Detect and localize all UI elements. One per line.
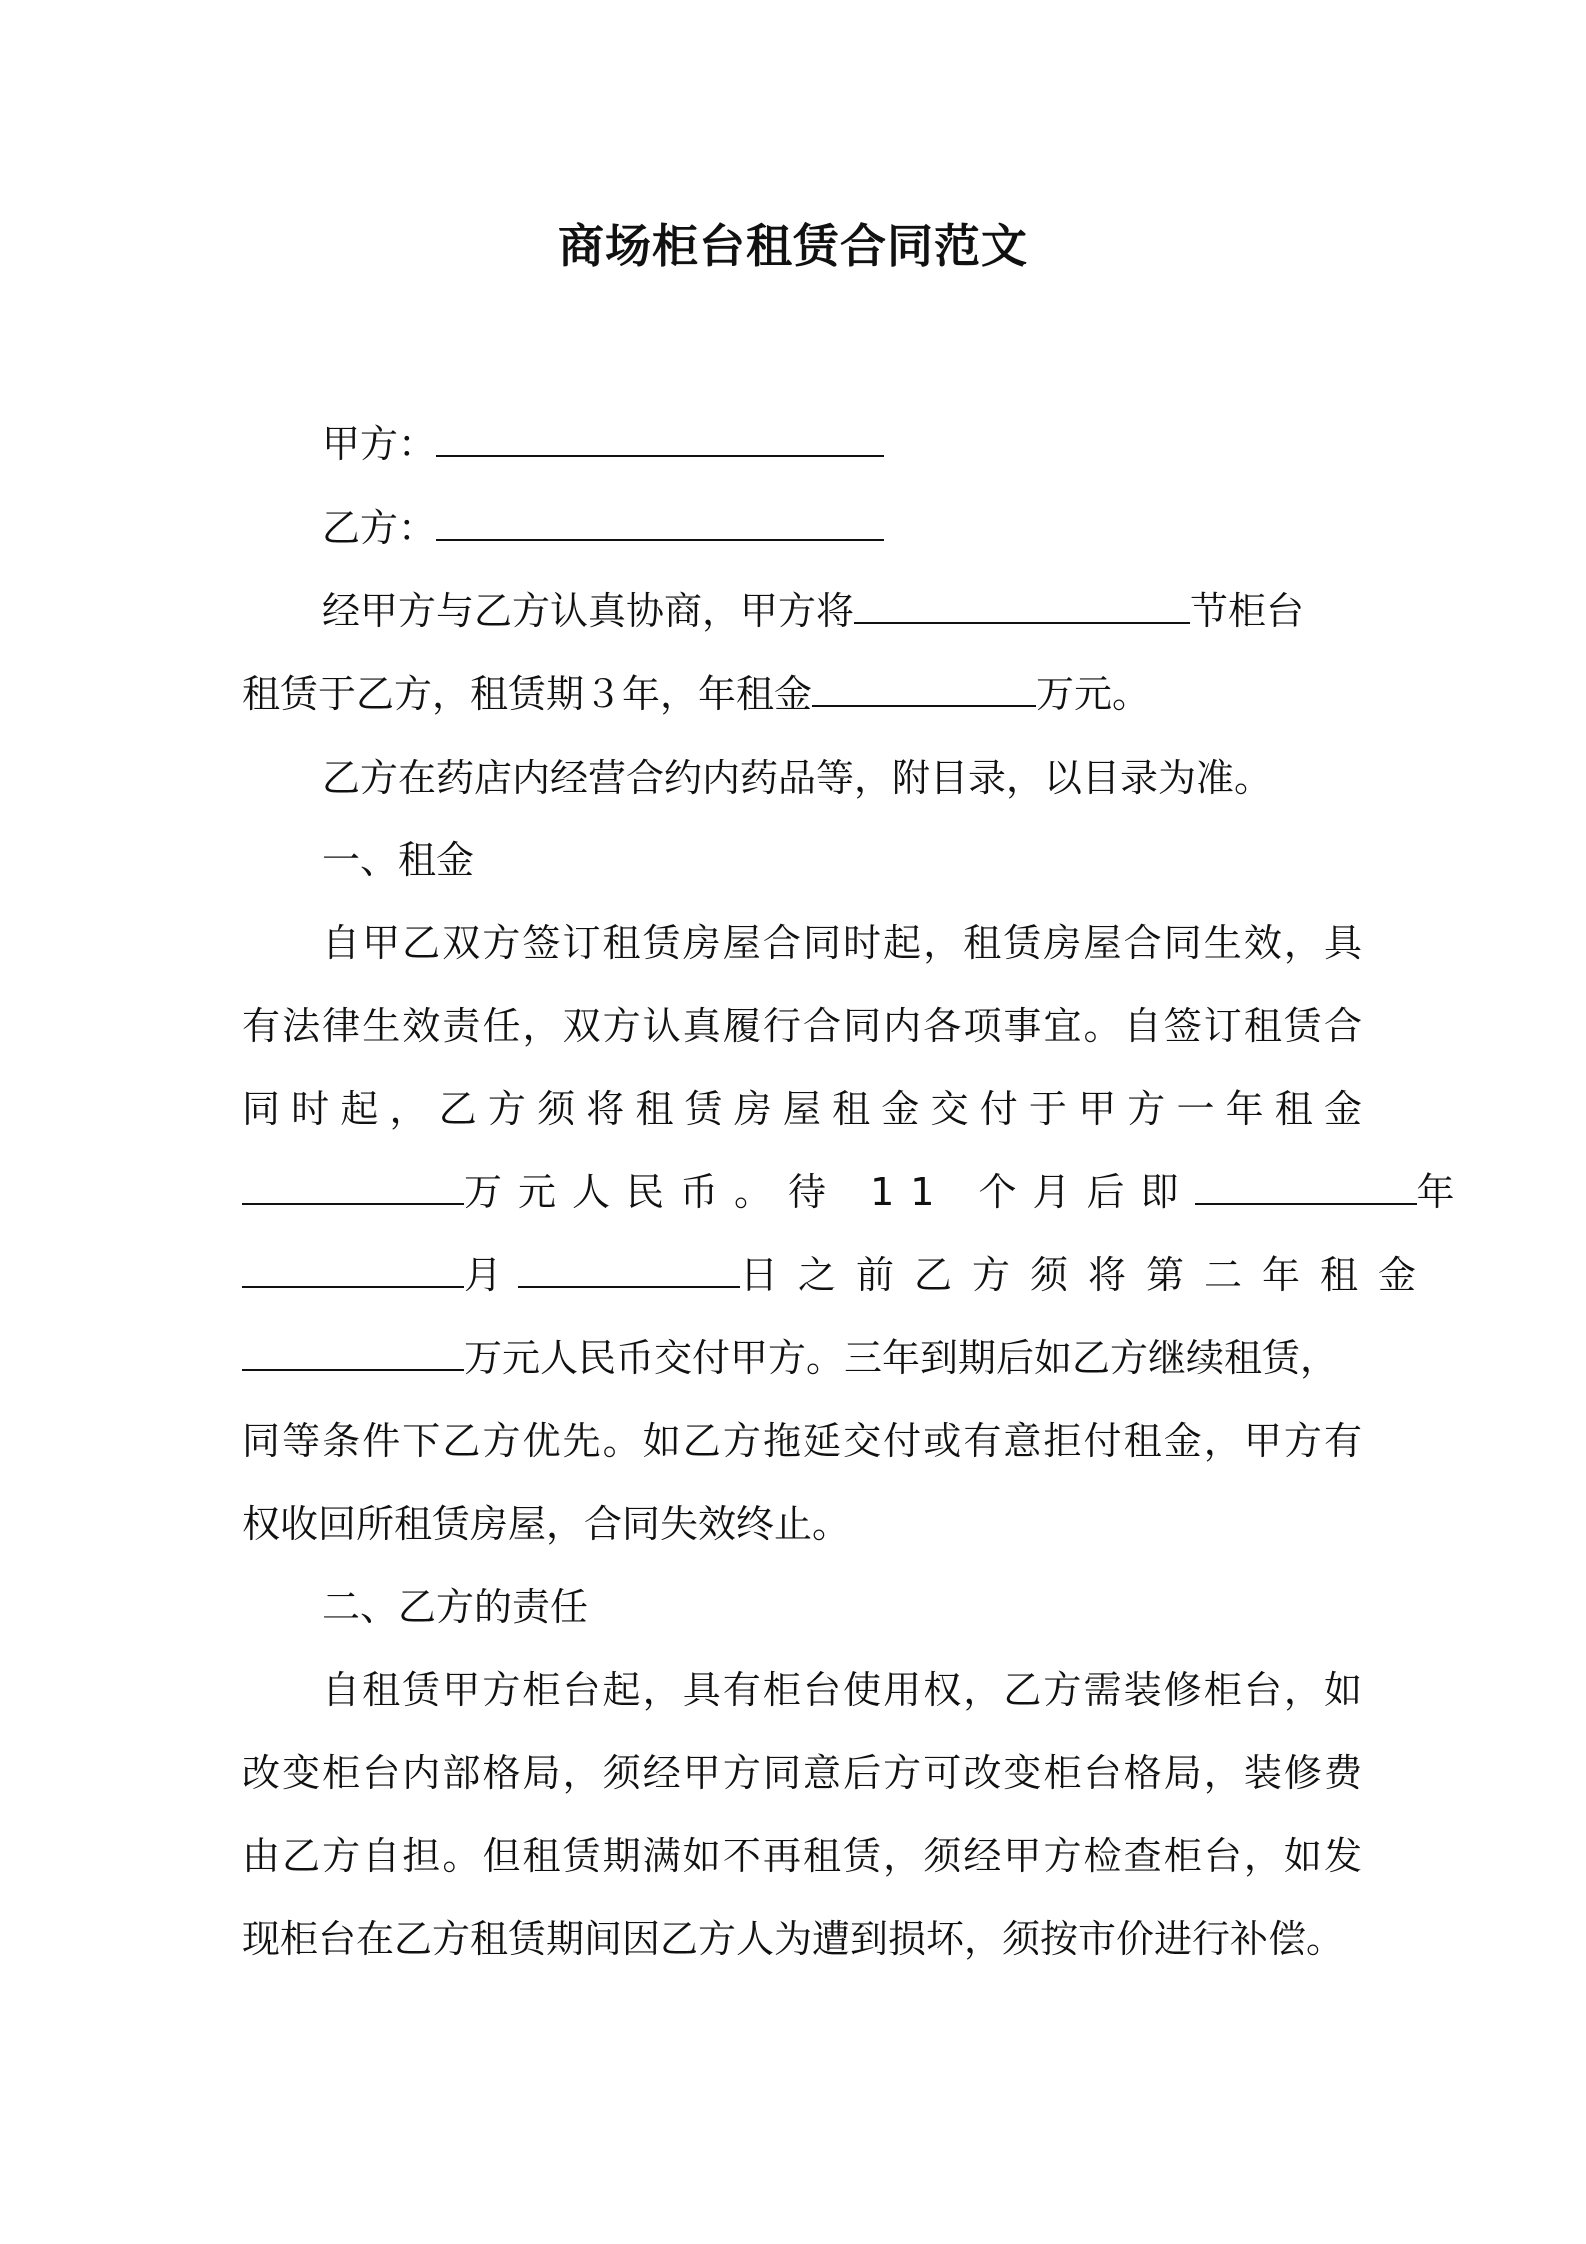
party-b-line [322,502,1362,554]
intro-line-1 [322,585,1362,637]
intro-1-text-b: 节柜台 [1190,589,1305,633]
section-2-line-4: 现柜台在乙方租赁期间因乙方人为遭到损坏，须按市价进行补偿。 [242,1917,1345,1961]
section-1-line-5-text-b: 日之前乙方须将第二年租金 [740,1253,1437,1297]
section-2-heading: 二、乙方的责任 [322,1585,589,1629]
section-1-line-3: 同时起，乙方须将租赁房屋租金交付于甲方一年租金 [242,1087,1362,1131]
counter-count-blank[interactable] [854,588,1190,624]
section-1-line-4 [242,1166,1455,1218]
intro-2-text-a: 租赁于乙方，租赁期３年，年租金 [242,672,813,716]
intro-1-text-a: 经甲方与乙方认真协商，甲方将 [322,589,855,633]
annual-rent-blank[interactable] [812,671,1036,707]
second-payment-year-blank[interactable] [1195,1169,1417,1205]
intro-line-2 [242,668,1362,720]
party-b-blank[interactable] [436,505,884,541]
section-1-line-7: 同等条件下乙方优先。如乙方拖延交付或有意拒付租金，甲方有 [242,1419,1362,1463]
second-year-rent-blank[interactable] [242,1335,464,1371]
section-2-line-2: 改变柜台内部格局，须经甲方同意后方可改变柜台格局，装修费 [242,1751,1362,1795]
section-1-line-4-text-b: 年 [1416,1170,1455,1214]
section-1-line-6-text: 万元人民币交付甲方。三年到期后如乙方继续租赁， [464,1336,1339,1380]
second-payment-day-blank[interactable] [518,1252,740,1288]
first-year-rent-blank[interactable] [242,1169,464,1205]
document-title: 商场柜台租赁合同范文 [558,219,1028,273]
party-a-line [322,418,1362,470]
section-1-line-4-text-a: 万元人民币。待 11 个月后即 [464,1170,1195,1214]
party-a-label: 甲方： [322,422,437,466]
section-2-line-3: 由乙方自担。但租赁期满如不再租赁，须经甲方检查柜台，如发 [242,1834,1362,1878]
intro-2-text-b: 万元。 [1036,672,1151,716]
party-a-blank[interactable] [436,421,884,457]
section-1-line-5-text-a: 月 [464,1253,503,1297]
section-1-line-1: 自甲乙双方签订租赁房屋合同时起，租赁房屋合同生效，具 [322,921,1362,965]
section-1-line-5 [242,1249,1437,1301]
party-b-label: 乙方： [322,506,437,550]
section-1-line-2: 有法律生效责任，双方认真履行合同内各项事宜。自签订租赁合 [242,1004,1362,1048]
section-1-line-6 [242,1332,1362,1384]
section-1-line-8: 权收回所租赁房屋，合同失效终止。 [242,1502,851,1546]
second-payment-month-blank[interactable] [242,1252,464,1288]
section-1-heading: 一、租金 [322,838,475,882]
section-2-line-1: 自租赁甲方柜台起，具有柜台使用权，乙方需装修柜台，如 [322,1668,1362,1712]
intro-line-3: 乙方在药店内经营合约内药品等，附目录，以目录为准。 [322,756,1273,800]
